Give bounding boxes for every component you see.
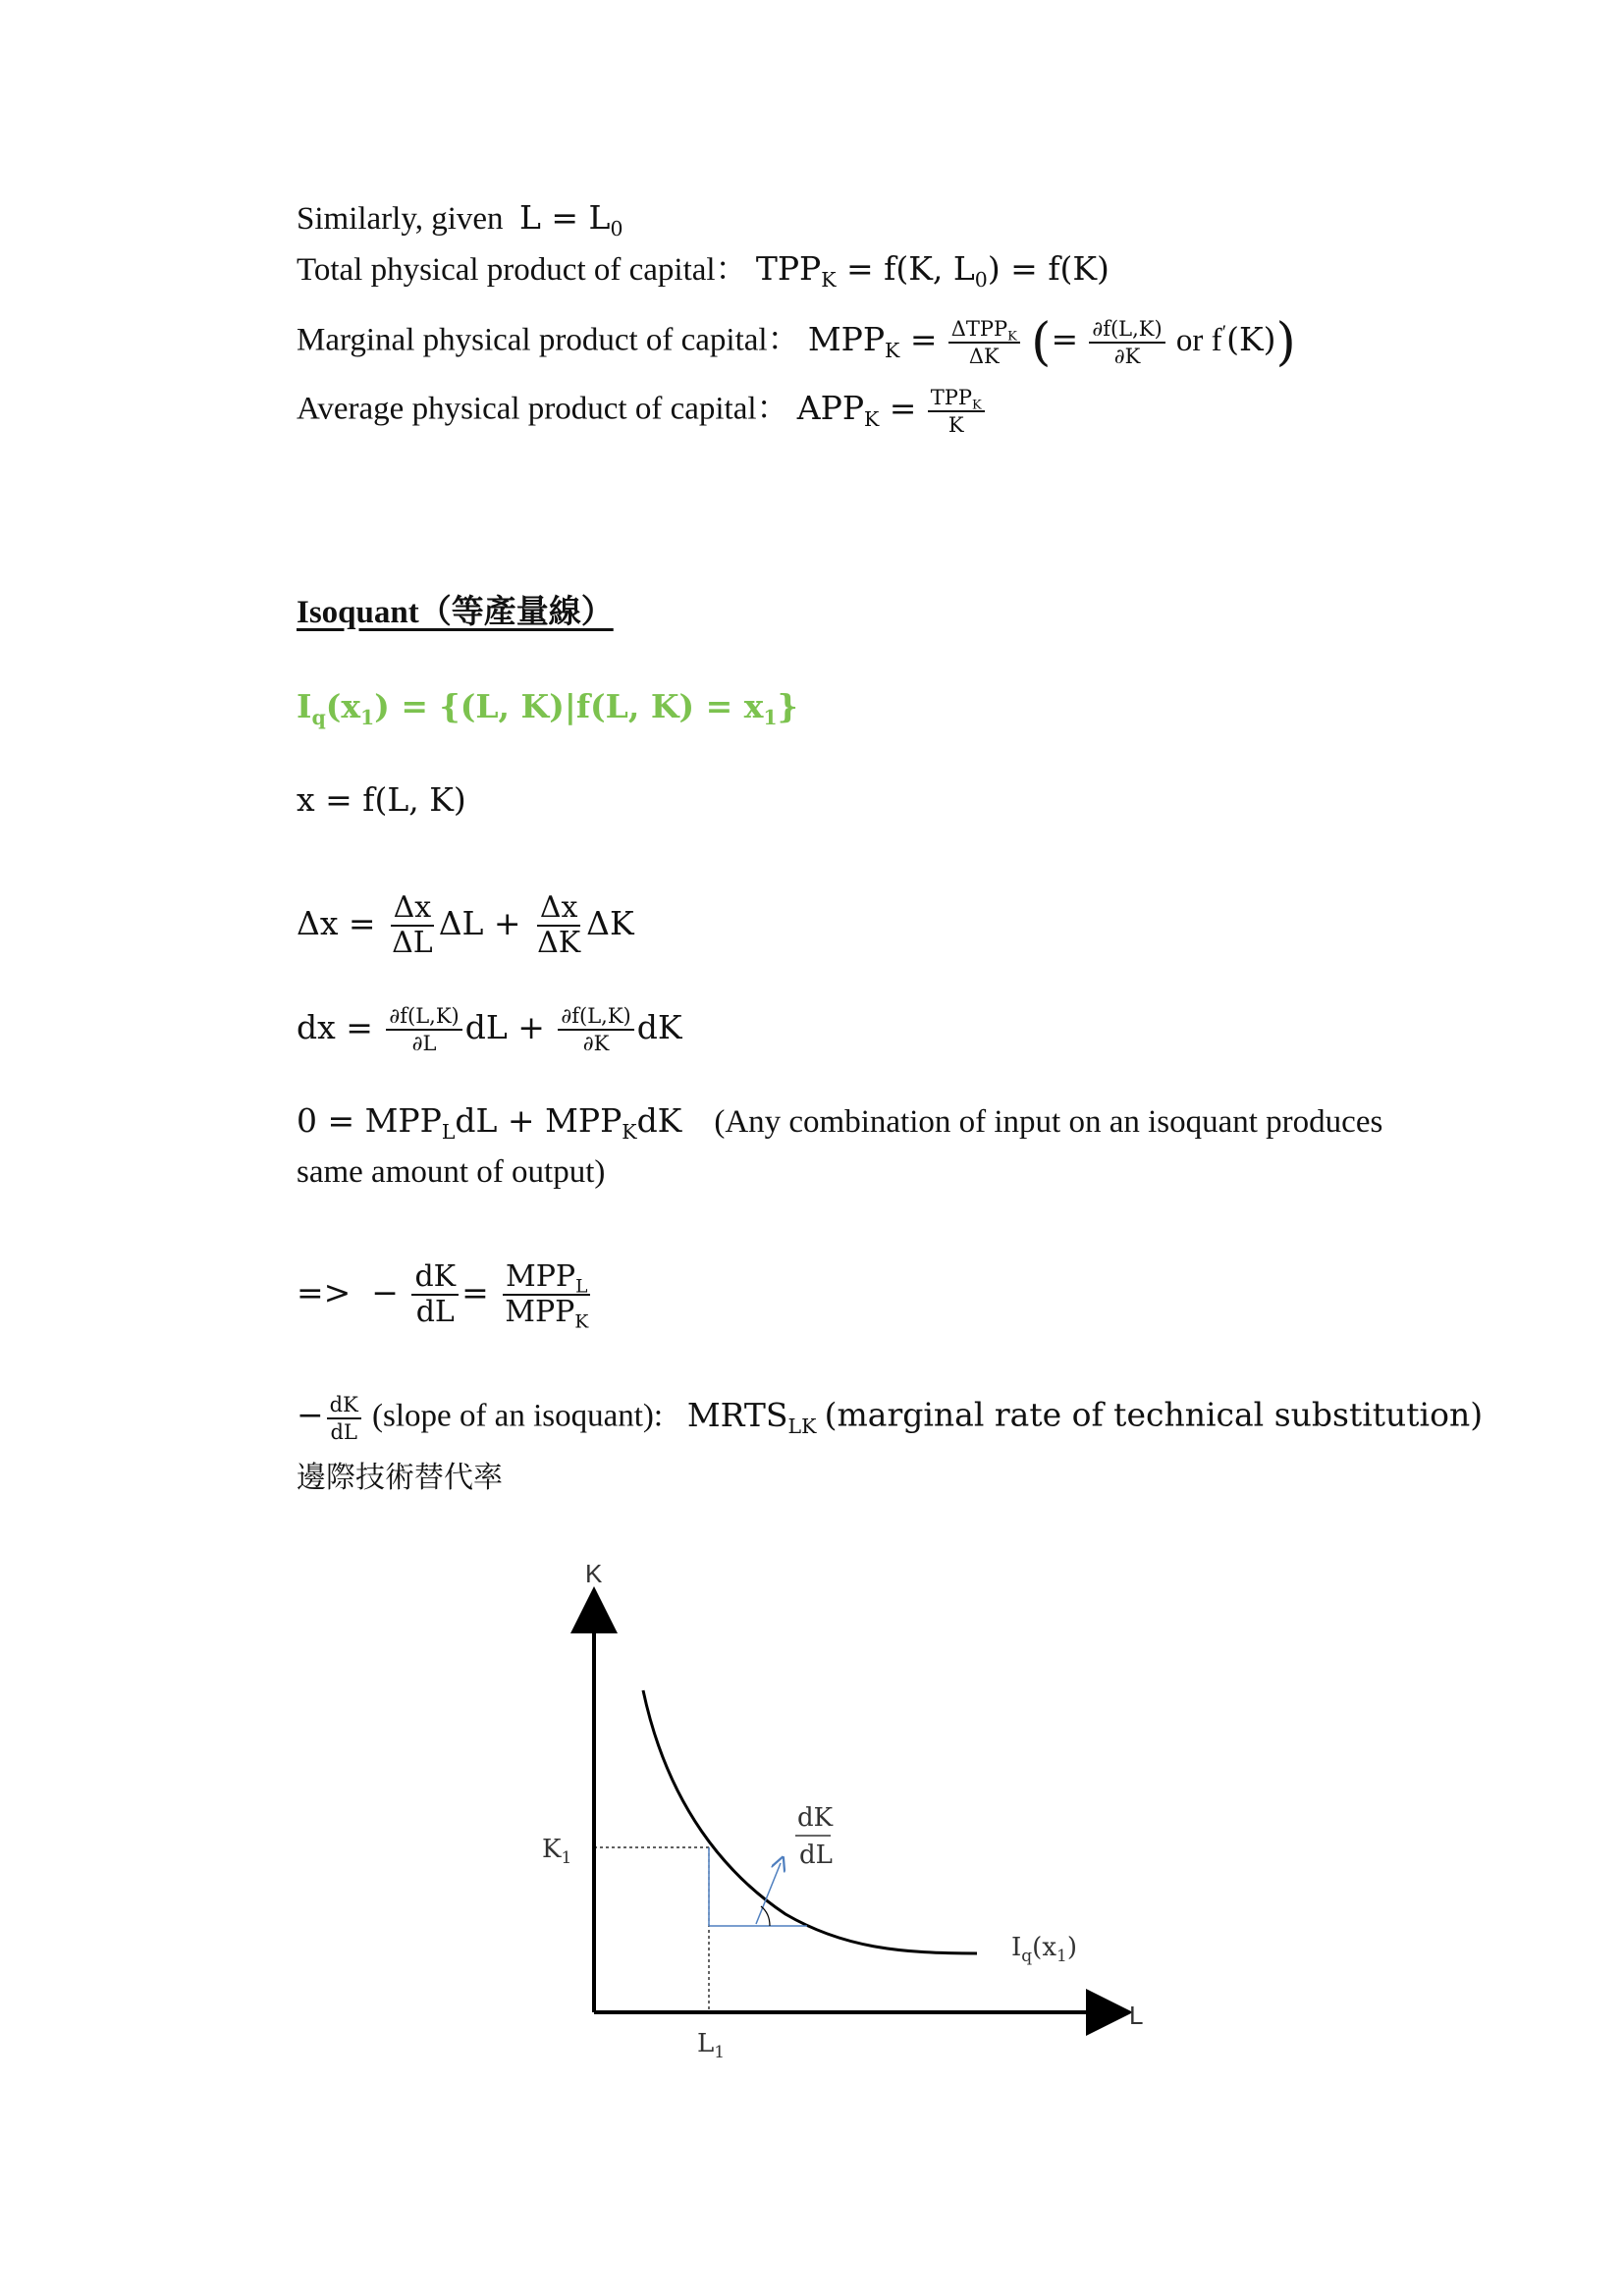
slope-label-num: dK bbox=[797, 1803, 834, 1833]
d-fraction-1: $\frac{\partial f(L,K)}{\partial L}$ bbox=[386, 1003, 461, 1056]
k1-label: $K_1$ bbox=[542, 1835, 572, 1868]
d-fraction-2: $\frac{\partial f(L,K)}{\partial K}$ bbox=[558, 1003, 633, 1056]
delta-x-equation: Δx = $\frac{\Delta x}{\Delta L}$ ΔL + $\frac{\Delta x}{\Delta K}$ ΔK bbox=[297, 890, 634, 960]
given-equation: $L = L_0$ bbox=[519, 198, 623, 241]
total-differential: dx = $\frac{\partial f(L,K)}{\partial L}$ dL + $\frac{\partial f(L,K)}{\partial K}$ dK bbox=[297, 1004, 682, 1055]
slope-fraction: $\frac{dK}{dL}$ bbox=[327, 1392, 361, 1445]
mpp-label: Marginal physical product of capital： bbox=[297, 322, 800, 358]
mrts-description: (marginal rate of technical substitution) bbox=[824, 1395, 1484, 1434]
given-text: Similarly, given bbox=[297, 201, 504, 237]
mpp-line: Marginal physical product of capital： $MPP_K$ = $\frac{\Delta TPP_K}{\Delta K}$ (= $\frac{\partial f(L,K)}{\partial K}$ or f′(K)) bbox=[297, 313, 1296, 372]
mpp-partial-fraction: $\frac{\partial f(L,K)}{\partial K}$ bbox=[1089, 316, 1164, 369]
mrts-derivation: => − $\frac{dK}{dL}$ = $\frac{MPP_L}{MPP_K}$ bbox=[297, 1260, 594, 1329]
mpp-equation: $MPP_K$ = bbox=[807, 319, 938, 362]
mpp-or-derivative: or f′(K) bbox=[1175, 319, 1276, 358]
zero-note-continued: same amount of output) bbox=[297, 1154, 606, 1190]
dx-fraction-2: $\frac{\Delta x}{\Delta K}$ bbox=[537, 890, 581, 960]
production-function: x = f(L, K) bbox=[297, 780, 466, 819]
app-line bbox=[297, 385, 988, 438]
zero-note: (Any combination of input on an isoquant produces bbox=[714, 1104, 1383, 1140]
given-line bbox=[297, 198, 623, 239]
slope-text: (slope of an isoquant): bbox=[372, 1398, 664, 1434]
mpp-delta-fraction: $\frac{\Delta TPP_K}{\Delta K}$ bbox=[948, 316, 1020, 369]
zero-equation-line bbox=[297, 1101, 1383, 1145]
app-label: Average physical product of capital： bbox=[297, 391, 789, 427]
app-equation: $APP_K$ = bbox=[796, 388, 917, 431]
tpp-label: Total physical product of capital： bbox=[297, 252, 748, 288]
isoquant-definition: $I_q(x_1) = \{(L$, K)|f(L, $K) = x_1$} bbox=[297, 687, 798, 730]
isoquant-graph bbox=[0, 1551, 1624, 2101]
tpp-equation: $TPP_K = f(K$, $L_0) = f(K)$ bbox=[755, 249, 1110, 293]
x-axis-label: L bbox=[1129, 2001, 1144, 2030]
dx-fraction-1: $\frac{\Delta x}{\Delta L}$ bbox=[392, 890, 433, 960]
app-fraction: $\frac{TPP_K}{K}$ bbox=[928, 385, 985, 438]
mrts-chinese: 邊際技術替代率 bbox=[297, 1461, 503, 1495]
mpp-ratio-fraction: $\frac{MPP_L}{MPP_K}$ bbox=[502, 1260, 591, 1329]
l1-label: $L_1$ bbox=[697, 2029, 726, 2062]
curve-label: $I_q(x_1)$ bbox=[1011, 1933, 1077, 1966]
isoquant-heading: Isoquant（等產量線） bbox=[297, 595, 614, 630]
dk-dl-fraction: $\frac{dK}{dL}$ bbox=[411, 1260, 459, 1329]
y-axis-label: K bbox=[585, 1559, 603, 1588]
zero-equation: $0 = MPP_LdL + MPP_KdK$ bbox=[297, 1101, 682, 1145]
tpp-line bbox=[297, 249, 1110, 293]
slope-label-den: dL bbox=[799, 1841, 833, 1870]
slope-line: − $\frac{dK}{dL}$ (slope of an isoquant): $MRTS_{LK}$ (marginal rate of technical substitution) bbox=[297, 1393, 1484, 1444]
mrts-label: $MRTS_{LK}$ bbox=[686, 1395, 817, 1438]
